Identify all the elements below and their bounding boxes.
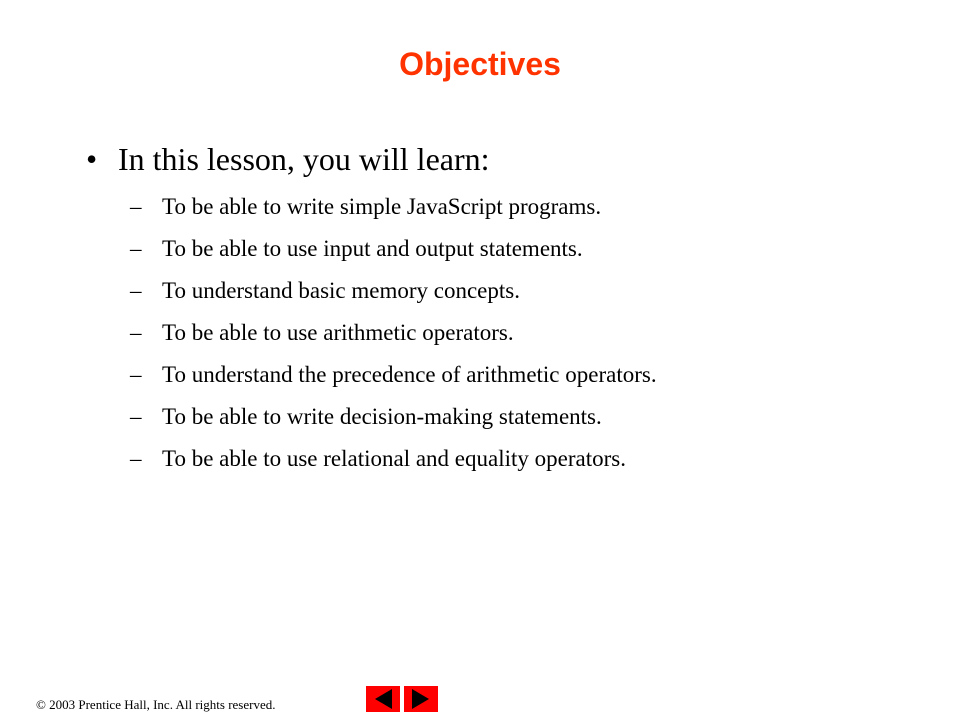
main-bullet xyxy=(86,138,490,180)
sub-bullet-text: To understand the precedence of arithmetic operators. xyxy=(162,362,657,387)
sub-bullet-item xyxy=(130,274,657,316)
main-bullet-text: In this lesson, you will learn: xyxy=(118,141,490,177)
sub-bullet-text: To understand basic memory concepts. xyxy=(162,278,520,303)
dash-icon: – xyxy=(130,278,142,303)
sub-bullet-text: To be able to use relational and equality operators. xyxy=(162,446,626,471)
sub-bullet-item xyxy=(130,400,657,442)
slide-title: Objectives xyxy=(399,46,561,82)
dash-icon: – xyxy=(130,194,142,219)
sub-bullet-item xyxy=(130,442,657,484)
next-slide-button[interactable] xyxy=(404,686,438,712)
sub-bullet-text: To be able to use input and output statements. xyxy=(162,236,583,261)
sub-bullet-text: To be able to write decision-making statements. xyxy=(162,404,602,429)
sub-bullet-item xyxy=(130,232,657,274)
sub-bullet-text: To be able to write simple JavaScript programs. xyxy=(162,194,602,219)
dash-icon: – xyxy=(130,404,142,429)
previous-slide-button[interactable] xyxy=(366,686,400,712)
dash-icon: – xyxy=(130,236,142,261)
dash-icon: – xyxy=(130,446,142,471)
right-triangle-icon xyxy=(404,686,438,712)
sub-bullet-text: To be able to use arithmetic operators. xyxy=(162,320,514,345)
dash-icon: – xyxy=(130,320,142,345)
dash-icon: – xyxy=(130,362,142,387)
bullet-icon: • xyxy=(86,141,98,177)
sub-bullet-list xyxy=(130,190,657,484)
sub-bullet-item xyxy=(130,316,657,358)
sub-bullet-item xyxy=(130,190,657,232)
sub-bullet-item xyxy=(130,358,657,400)
copyright-footer: © 2003 Prentice Hall, Inc. All rights reserved. xyxy=(36,697,276,712)
left-triangle-icon xyxy=(366,686,400,712)
